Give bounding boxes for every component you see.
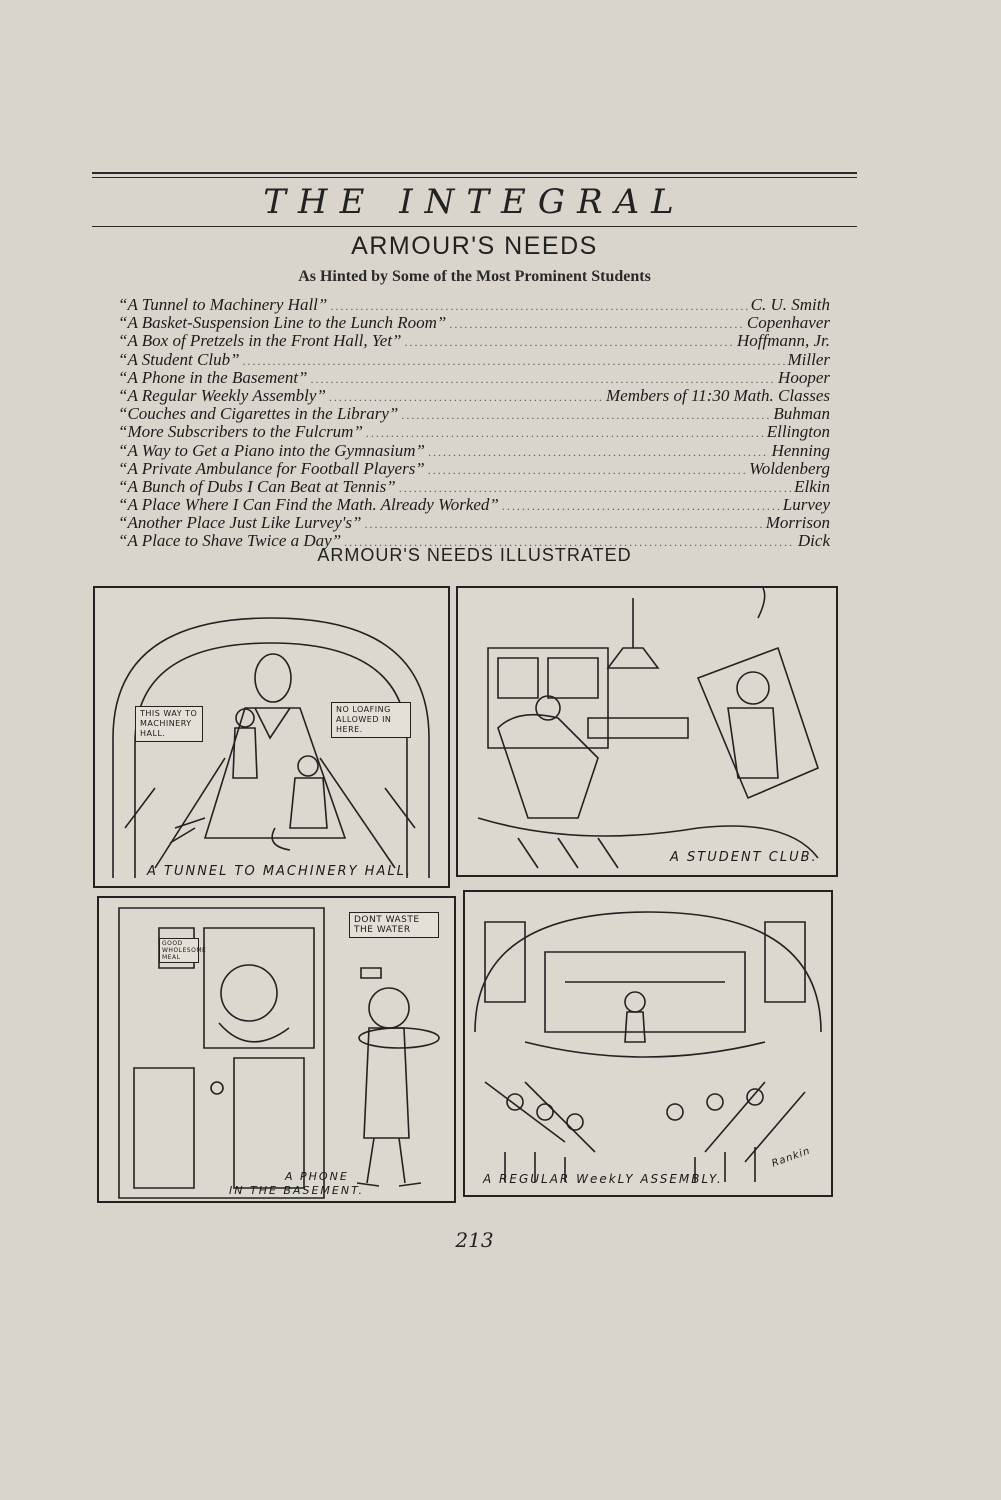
caption-phone-line1: A PHONE bbox=[285, 1170, 349, 1183]
need-text: “Another Place Just Like Lurvey's” bbox=[118, 514, 362, 533]
student-name: Members of 11:30 Math. Classes bbox=[606, 386, 830, 405]
need-text: “A Tunnel to Machinery Hall” bbox=[118, 296, 328, 314]
leader-dots bbox=[366, 424, 764, 441]
student-name: Henning bbox=[771, 441, 830, 460]
panel-phone-basement bbox=[97, 896, 456, 1203]
sign-this-way: THIS WAY TO MACHINERY HALL. bbox=[135, 706, 203, 742]
student-name: Dick bbox=[797, 532, 830, 551]
leader-dots bbox=[428, 443, 769, 460]
leader-dots bbox=[365, 515, 763, 532]
leader-dots bbox=[330, 297, 747, 314]
header-rule-top bbox=[92, 172, 857, 174]
need-row bbox=[118, 514, 830, 532]
need-row bbox=[118, 460, 830, 478]
caption-phone-line2: IN THE BASEMENT. bbox=[229, 1184, 364, 1197]
need-text: “A Student Club” bbox=[118, 350, 240, 369]
page-number: 213 bbox=[455, 1228, 494, 1252]
sign-no-loafing: NO LOAFING ALLOWED IN HERE. bbox=[331, 702, 411, 738]
header-rule-bottom bbox=[92, 226, 857, 227]
page-subtitle: As Hinted by Some of the Most Prominent Students bbox=[298, 268, 651, 285]
need-text: “A Phone in the Basement” bbox=[118, 368, 308, 387]
leader-dots bbox=[399, 479, 791, 496]
header-rule-top-thin bbox=[92, 177, 857, 178]
panel-tunnel bbox=[93, 586, 450, 888]
leader-dots bbox=[449, 315, 744, 332]
leader-dots bbox=[502, 497, 780, 514]
student-name: Hoffmann, Jr. bbox=[736, 332, 830, 351]
panel-student-club bbox=[456, 586, 838, 877]
student-name: Morrison bbox=[765, 514, 830, 533]
leader-dots bbox=[401, 406, 770, 423]
need-text: “A Bunch of Dubs I Can Beat at Tennis” bbox=[118, 477, 396, 496]
need-text: “A Place Where I Can Find the Math. Already Worked” bbox=[118, 496, 499, 515]
student-name: Lurvey bbox=[782, 496, 830, 515]
need-text: “A Place to Shave Twice a Day” bbox=[118, 532, 342, 551]
running-header: THE INTEGRAL bbox=[263, 182, 686, 222]
caption-weekly-assembly: A REGULAR WeekLY ASSEMBLY. bbox=[483, 1172, 723, 1186]
need-text: “A Basket-Suspension Line to the Lunch Room” bbox=[118, 314, 447, 333]
club-drawing bbox=[458, 588, 836, 875]
leader-dots bbox=[329, 388, 603, 405]
need-row bbox=[118, 478, 830, 496]
student-name: Hooper bbox=[778, 368, 830, 387]
student-name: C. U. Smith bbox=[750, 296, 830, 314]
student-name: Miller bbox=[787, 350, 830, 369]
leader-dots bbox=[311, 370, 776, 387]
phone-drawing bbox=[99, 898, 454, 1201]
need-text: “A Box of Pretzels in the Front Hall, Yet” bbox=[118, 332, 402, 351]
caption-student-club: A STUDENT CLUB. bbox=[670, 850, 818, 865]
need-text: “A Regular Weekly Assembly” bbox=[118, 386, 326, 405]
need-text: “A Private Ambulance for Football Players” bbox=[118, 459, 425, 478]
need-text: “More Subscribers to the Fulcrum” bbox=[118, 423, 363, 442]
leader-dots bbox=[243, 352, 785, 369]
artist-signature: Rankin bbox=[770, 1145, 812, 1170]
need-row bbox=[118, 351, 830, 369]
page-title: ARMOUR'S NEEDS bbox=[351, 232, 598, 260]
need-row bbox=[118, 496, 830, 514]
student-name: Elkin bbox=[794, 477, 830, 496]
panel-weekly-assembly bbox=[463, 890, 833, 1197]
sign-dont-waste-water: DONT WASTE THE WATER bbox=[349, 912, 439, 938]
caption-tunnel: A TUNNEL TO MACHINERY HALL. bbox=[147, 864, 412, 879]
need-row bbox=[118, 442, 830, 460]
need-row bbox=[118, 332, 830, 350]
need-row bbox=[118, 387, 830, 405]
needs-list bbox=[118, 296, 830, 551]
need-text: “A Way to Get a Piano into the Gymnasium” bbox=[118, 441, 425, 460]
student-name: Ellington bbox=[766, 423, 830, 442]
need-text: “Couches and Cigarettes in the Library” bbox=[118, 405, 399, 424]
need-row bbox=[118, 423, 830, 441]
need-row bbox=[118, 314, 830, 332]
need-row bbox=[118, 296, 830, 314]
student-name: Copenhaver bbox=[746, 314, 830, 333]
assembly-drawing bbox=[465, 892, 831, 1195]
need-row bbox=[118, 405, 830, 423]
student-name: Buhman bbox=[773, 405, 830, 424]
sign-wholesome-meal: GOOD WHOLESOME MEAL bbox=[159, 938, 199, 963]
illustrated-title: ARMOUR'S NEEDS ILLUSTRATED bbox=[317, 545, 632, 565]
leader-dots bbox=[428, 461, 746, 478]
need-row bbox=[118, 369, 830, 387]
leader-dots bbox=[405, 333, 734, 350]
student-name: Woldenberg bbox=[749, 459, 830, 478]
